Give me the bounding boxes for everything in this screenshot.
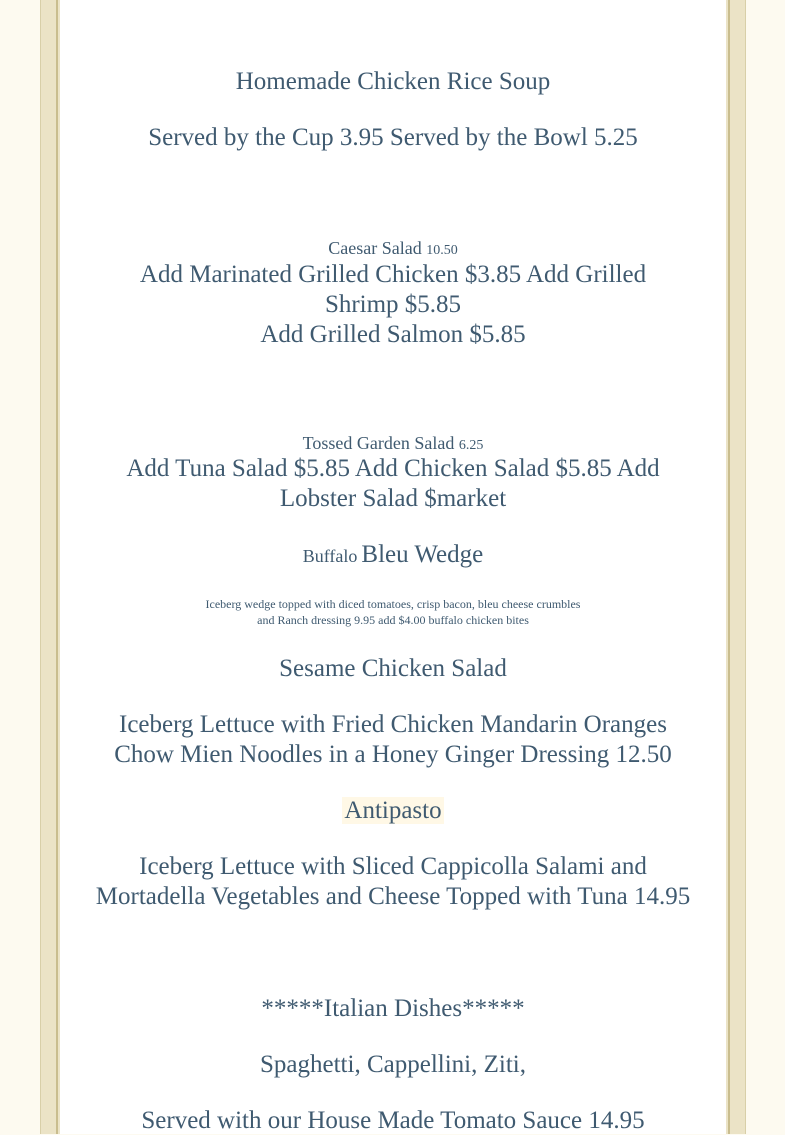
- frame-line-left: [56, 0, 58, 1134]
- caesar-name: Caesar Salad: [328, 238, 422, 258]
- buffalo-desc-2: and Ranch dressing 9.95 add $4.00 buffalo chicken bites: [257, 613, 529, 627]
- antipasto-title-row: [60, 797, 726, 825]
- tossed-addons-2: Lobster Salad $market: [279, 485, 507, 512]
- antipasto-desc-1: Iceberg Lettuce with Sliced Cappicolla Salami and: [139, 853, 647, 880]
- tossed-price: 6.25: [458, 438, 484, 453]
- soup-title: Homemade Chicken Rice Soup: [235, 68, 551, 95]
- menu-page: [60, 0, 726, 1134]
- caesar-addons-2: Shrimp $5.85: [324, 291, 462, 318]
- tossed-name: Tossed Garden Salad: [302, 433, 455, 453]
- sesame-desc-1: Iceberg Lettuce with Fried Chicken Mandarin Oranges: [119, 711, 667, 738]
- italian-pastas: Spaghetti, Cappellini, Ziti,: [260, 1051, 526, 1078]
- antipasto-title: Antipasto: [344, 797, 442, 824]
- frame-line-right: [728, 0, 730, 1134]
- buffalo-desc-1: Iceberg wedge topped with diced tomatoes, crisp bacon, bleu cheese crumbles: [205, 597, 581, 611]
- buffalo-heading: [60, 541, 726, 569]
- caesar-addons-3: Add Grilled Salmon $5.85: [260, 321, 526, 348]
- caesar-heading: [60, 238, 726, 259]
- buffalo-name-large: Bleu Wedge: [361, 541, 484, 568]
- italian-heading: *****Italian Dishes*****: [261, 995, 525, 1022]
- sesame-desc-2: Chow Mien Noodles in a Honey Ginger Dressing 12.50: [114, 741, 672, 768]
- caesar-addons-1: Add Marinated Grilled Chicken $3.85 Add Grilled: [139, 261, 647, 288]
- tossed-addons-1: Add Tuna Salad $5.85 Add Chicken Salad $5.85 Add: [126, 455, 660, 482]
- buffalo-name-small: Buffalo: [302, 546, 358, 566]
- caesar-price: 10.50: [426, 243, 458, 258]
- italian-sauce: Served with our House Made Tomato Sauce 14.95: [141, 1107, 645, 1134]
- antipasto-desc-2: Mortadella Vegetables and Cheese Topped with Tuna 14.95: [95, 883, 691, 910]
- tossed-heading: [60, 433, 726, 454]
- sesame-title: Sesame Chicken Salad: [279, 655, 507, 682]
- soup-prices: Served by the Cup 3.95 Served by the Bowl 5.25: [148, 124, 638, 151]
